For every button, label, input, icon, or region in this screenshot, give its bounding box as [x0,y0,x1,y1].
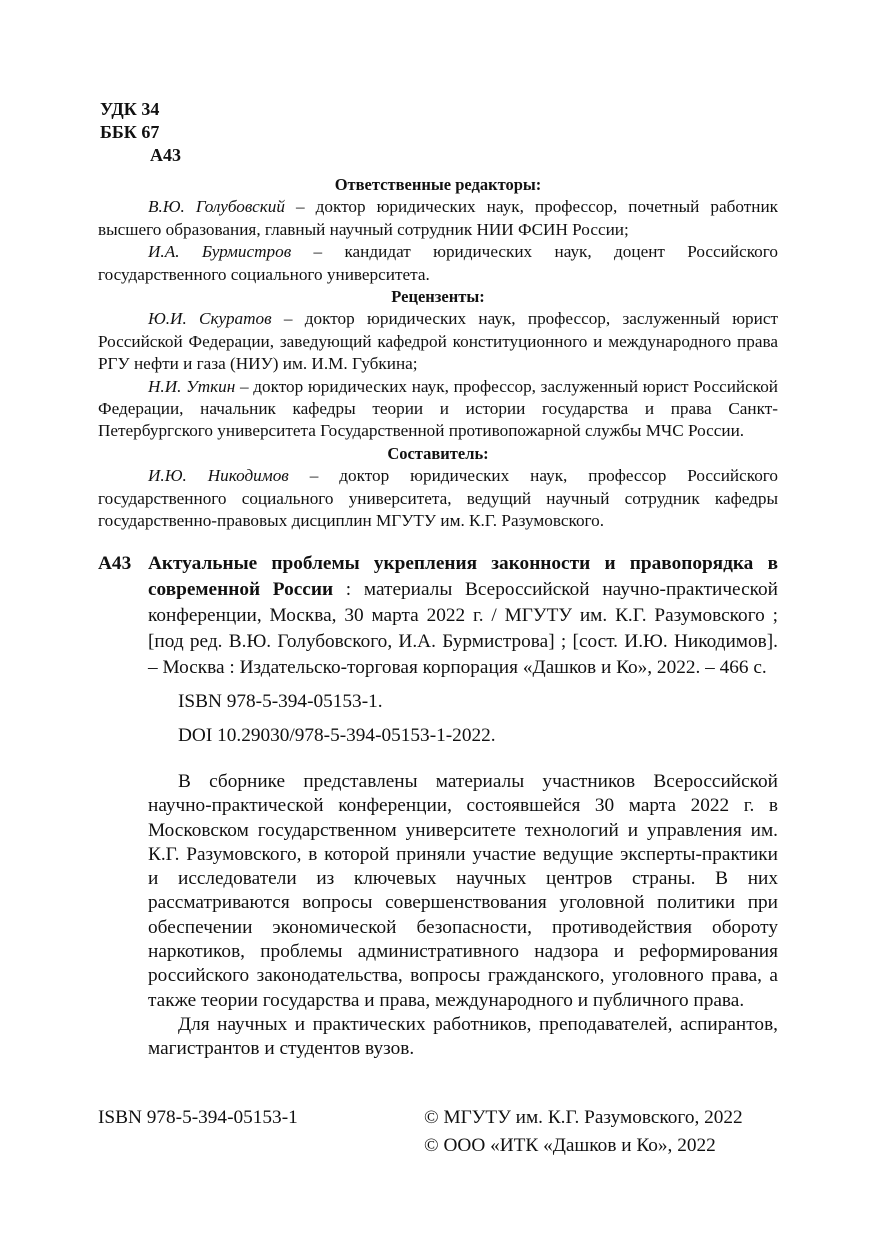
doi-line: DOI 10.29030/978-5-394-05153-1-2022. [178,725,496,746]
editor-description: – доктор юридических наук, профессор, почетный работник высшего образования, главный научный сотрудник НИИ ФСИН России; [98,197,778,239]
copyright-line: © ООО «ИТК «Дашков и Ко», 2022 [424,1135,716,1156]
bibliographic-record [98,551,778,749]
reviewer-entry [98,376,778,443]
audience-paragraph: Для научных и практических работников, преподавателей, аспирантов, магистрантов и студентов вузов. [148,1013,778,1060]
editor-name: В.Ю. Голубовский [148,197,285,217]
isbn-line: ISBN 978-5-394-05153-1. [178,691,383,712]
compiler-name: И.Ю. Никодимов [148,466,289,486]
bibliographic-code: А43 [98,553,132,574]
footer-isbn: ISBN 978-5-394-05153-1 [98,1107,298,1128]
compiler-heading: Составитель: [387,443,489,463]
reviewers-heading: Рецензенты: [391,287,485,307]
reviewer-description: – доктор юридических наук, профессор, заслуженный юрист Российской Федерации, заведующий кафедрой конституционного и международного права РГУ нефти и газа (НИУ) им. И.М. Губкина; [98,309,778,374]
bbk-code: ББК 67 [100,122,160,142]
annotation-paragraph: В сборнике представлены материалы участников Всероссийской научно-практической конференции, состоявшейся 30 марта 2022 г. в Московском государственном университете технологий и управления им. К.Г. Разумовского, в которой приняли участие ведущие эксперты-практики и исследователи из ключевых научных центров страны. В них рассматриваются вопросы совершенствования уголовной политики при обеспечении экономической безопасности, противодействия обороту наркотиков, проблемы административного надзора и реформирования российского законодательства, вопросы гражданского, уголовного права, а также теории государства и права, международного и публичного права. [148,771,778,1011]
classification-block [100,98,181,167]
credits-block [98,174,778,533]
editor-entry [98,241,778,286]
reviewer-description: – доктор юридических наук, профессор, заслуженный юрист Российской Федерации, начальник кафедры теории и истории государства и права Санкт-Петербургского университета Государственной противопожарной службы МЧС России. [98,376,778,441]
editor-name: И.А. Бурмистров [148,242,292,262]
compiler-entry [98,465,778,532]
editors-heading: Ответственные редакторы: [334,175,542,194]
copyright-line: © МГУТУ им. К.Г. Разумовского, 2022 [424,1107,743,1128]
editor-entry [98,196,778,241]
author-mark: А43 [150,145,181,165]
udk-code: УДК 34 [100,99,160,119]
reviewer-entry [98,308,778,375]
compiler-description: – доктор юридических наук, профессор Российского государственного социального университета, ведущий научный сотрудник кафедры государственно-правовых дисциплин МГУТУ им. К.Г. Разумовского. [98,466,778,531]
bibliographic-description [148,551,778,681]
book-title: Актуальные проблемы укрепления законности и правопорядка в современной России [148,553,778,600]
editor-description: – кандидат юридических наук, доцент Российского государственного социального университета. [98,242,778,284]
reviewer-name: Ю.И. Скуратов [148,309,272,329]
reviewer-name: Н.И. Уткин [148,376,236,396]
copyright-block [424,1104,743,1160]
annotation-block [148,770,778,1062]
book-imprint: : материалы Всероссийской научно-практической конференции, Москва, 30 марта 2022 г. / МГУТУ им. К.Г. Разумовского ; [под ред. В.Ю. Голубовского, И.А. Бурмистрова] ; [сост. И.Ю. Никодимов]. – Москва : Издательско-торговая корпорация «Дашков и Ко», 2022. – 466 с. [148,579,778,678]
